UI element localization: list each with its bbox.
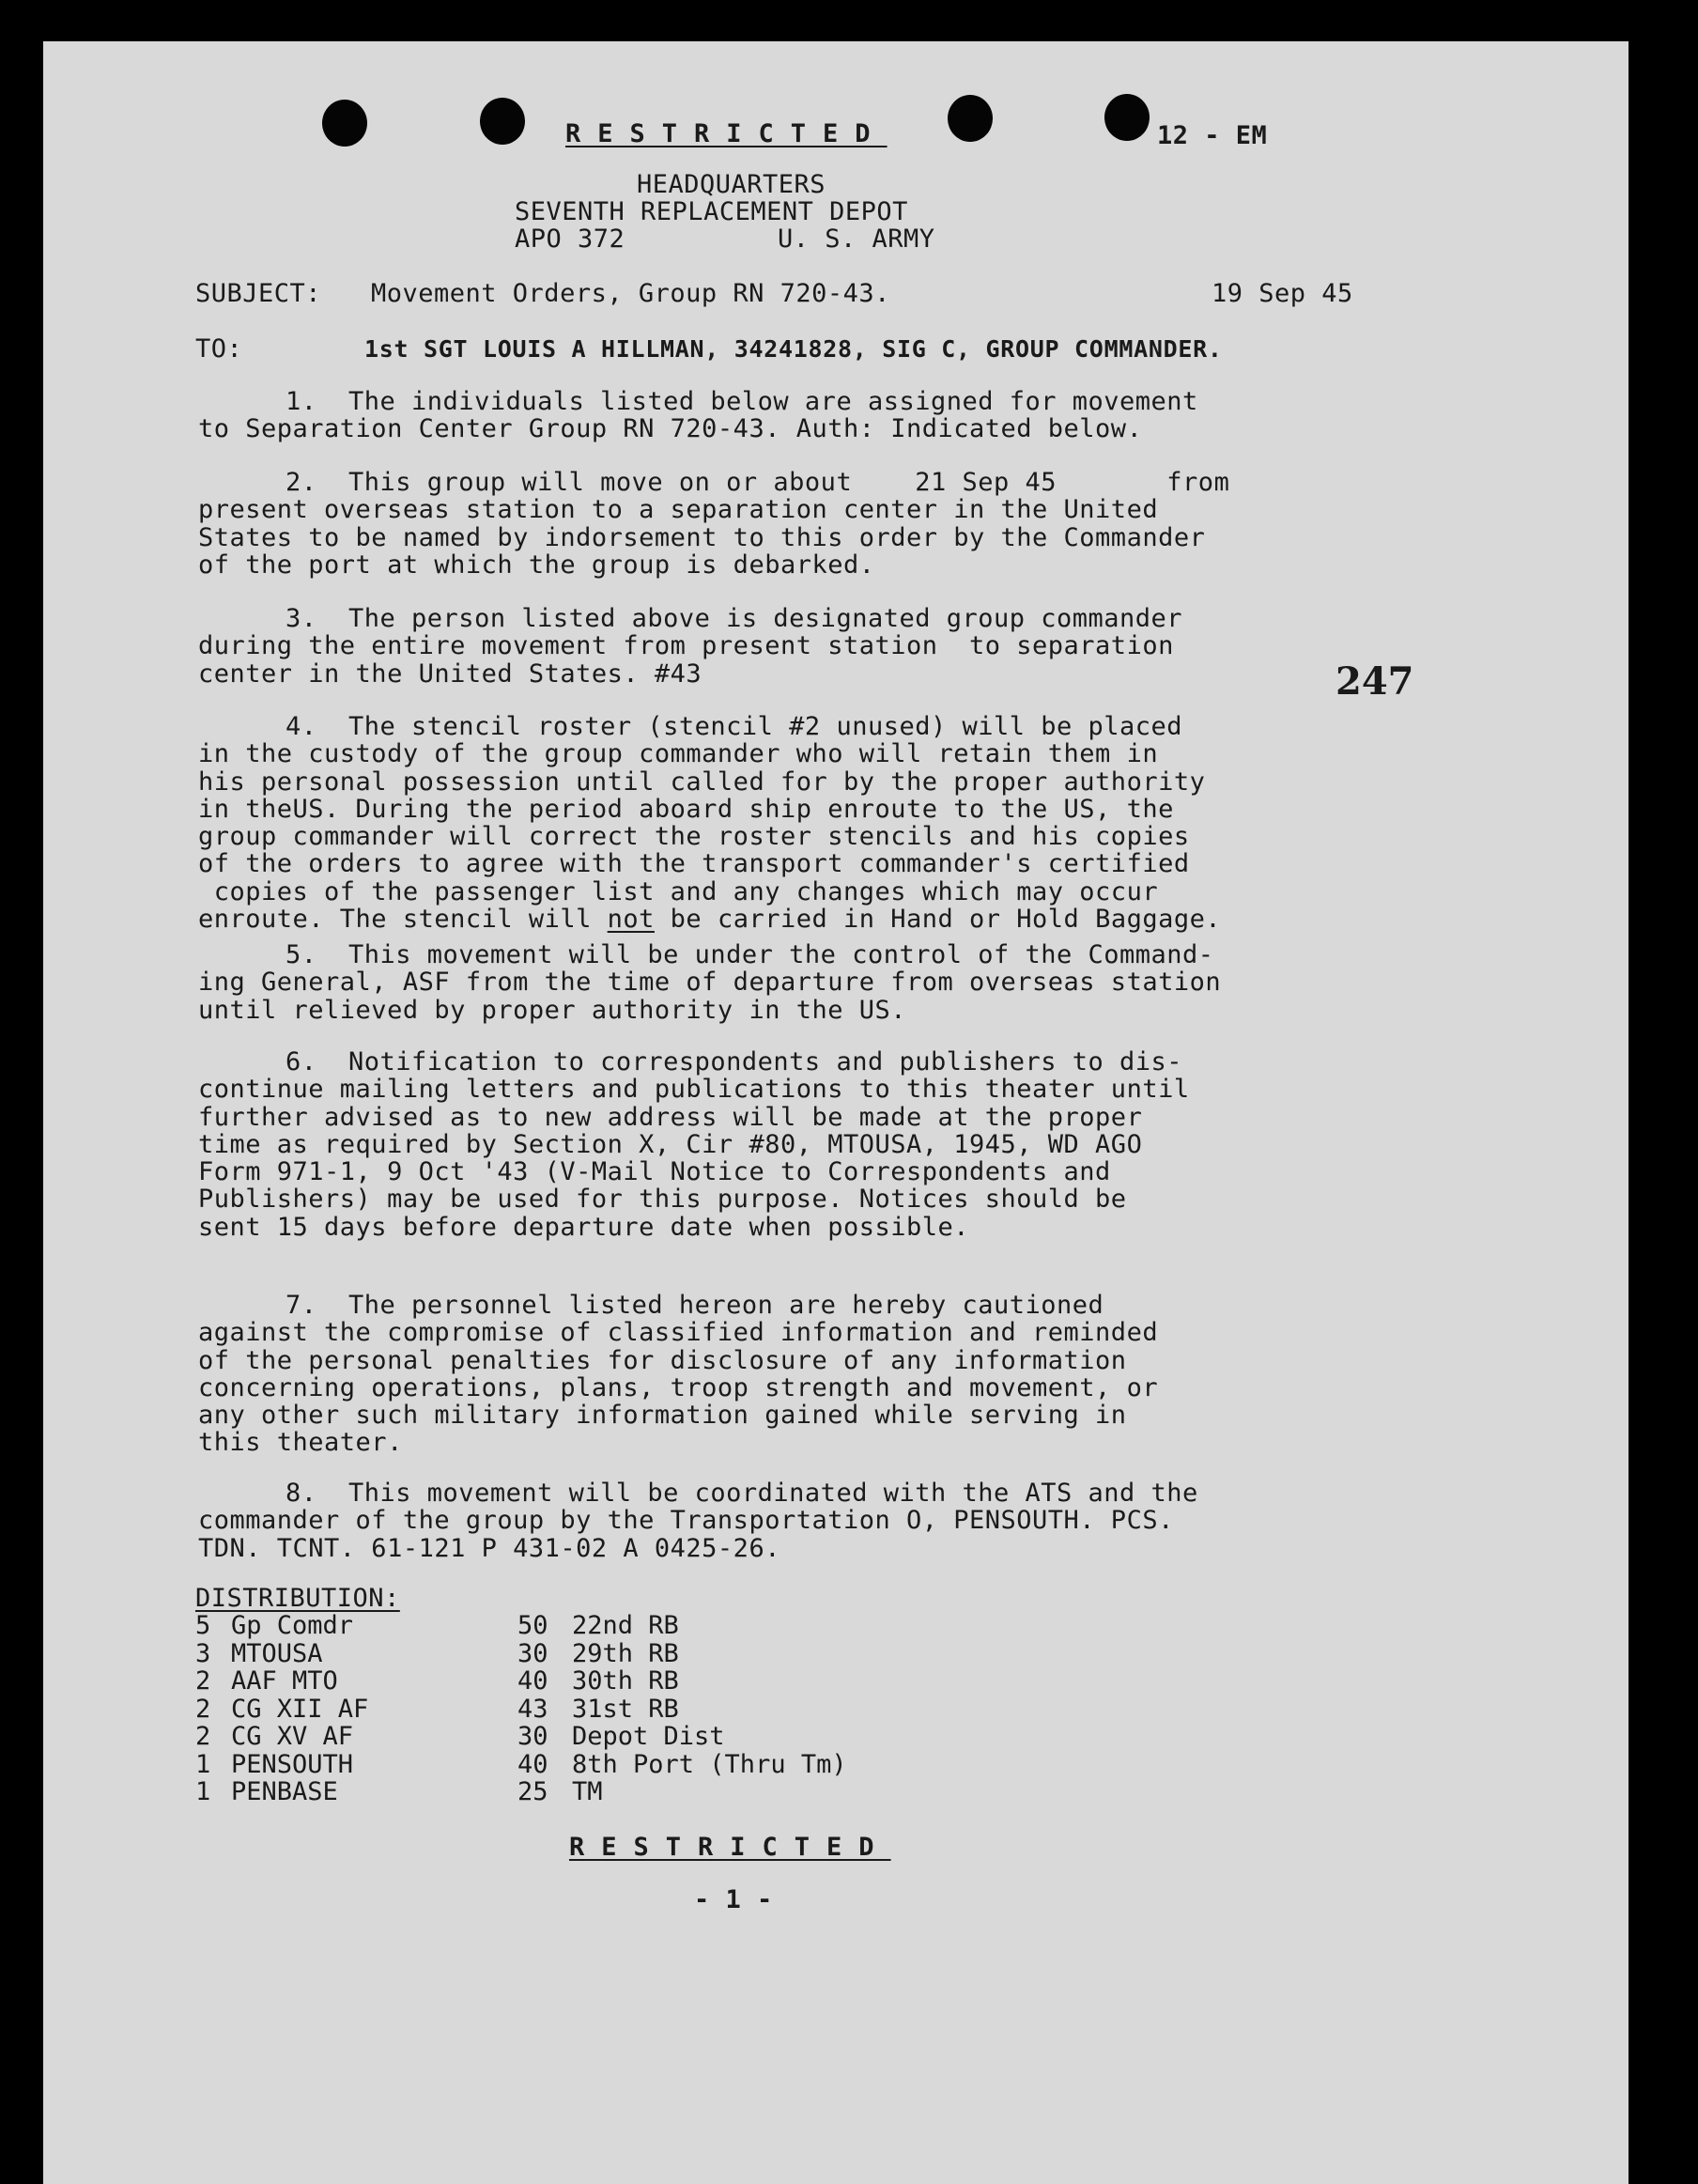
distribution-row — [195, 1723, 368, 1751]
paragraph-line: against the compromise of classified information and reminded — [198, 1318, 1159, 1348]
paragraph-line: 1. The individuals listed below are assigned for movement — [286, 387, 1198, 416]
paragraph-line: of the orders to agree with the transport commander's certified — [198, 849, 1190, 879]
paragraph-line: time as required by Section X, Cir #80, MTOUSA, 1945, WD AGO — [198, 1129, 1143, 1159]
paragraph-line: ing General, ASF from the time of departure from overseas station — [198, 968, 1222, 998]
paragraph-4 — [198, 713, 1419, 933]
paragraph-line: this theater. — [198, 1428, 403, 1458]
distribution-qty: 50 — [517, 1611, 548, 1640]
distribution-recipient: 31st RB — [572, 1694, 679, 1724]
paragraph-2 — [198, 469, 1419, 579]
distribution-qty: 30 — [517, 1722, 548, 1751]
distribution-list-right — [517, 1612, 847, 1806]
distribution-recipient: 8th Port (Thru Tm) — [572, 1749, 847, 1779]
emphasis-not: not — [607, 905, 655, 935]
distribution-recipient: AAF MTO — [231, 1666, 338, 1696]
header-apo: APO 372 — [515, 225, 625, 254]
distribution-label: DISTRIBUTION: — [195, 1584, 400, 1613]
paragraph-6 — [198, 1048, 1419, 1241]
punch-hole — [322, 100, 367, 147]
punch-hole — [948, 95, 993, 142]
paragraph-line: commander of the group by the Transportation O, PENSOUTH. PCS. — [198, 1506, 1174, 1536]
paragraph-line: 6. Notification to correspondents and publishers to dis- — [286, 1047, 1183, 1077]
paragraph-8 — [198, 1479, 1419, 1562]
header-line-1: HEADQUARTERS — [637, 170, 826, 199]
paragraph-line: TDN. TCNT. 61-121 P 431-02 A 0425-26. — [198, 1533, 780, 1563]
to-label: TO: — [195, 334, 243, 364]
distribution-row — [517, 1778, 847, 1806]
subject-text: Movement Orders, Group RN 720-43. — [371, 279, 890, 308]
distribution-row — [517, 1723, 847, 1751]
paragraph-1 — [198, 388, 1419, 443]
distribution-qty: 2 — [195, 1694, 211, 1724]
paragraph-line: during the entire movement from present station to separation — [198, 631, 1174, 661]
paragraph-line: in theUS. During the period aboard ship enroute to the US, the — [198, 794, 1174, 824]
distribution-recipient: Depot Dist — [572, 1722, 725, 1751]
distribution-qty: 43 — [517, 1694, 548, 1724]
distribution-row — [517, 1640, 847, 1668]
punch-hole — [480, 98, 525, 145]
distribution-row — [517, 1667, 847, 1696]
distribution-recipient: 29th RB — [572, 1638, 679, 1668]
classification-top: RESTRICTED — [565, 119, 888, 148]
paragraph-line: 8. This movement will be coordinated with the ATS and the — [286, 1479, 1198, 1508]
distribution-qty: 40 — [517, 1666, 548, 1696]
file-code: 12 - EM — [1157, 121, 1268, 150]
paragraph-line: center in the United States. #43 — [198, 658, 702, 689]
distribution-recipient: PENBASE — [231, 1777, 338, 1806]
distribution-recipient: MTOUSA — [231, 1638, 323, 1668]
paragraph-line: 2. This group will move on or about 21 Sep 45 from — [286, 468, 1230, 497]
paragraph-line: present overseas station to a separation center in the United — [198, 495, 1159, 525]
distribution-row — [195, 1612, 368, 1640]
paragraph-line: 4. The stencil roster (stencil #2 unused) will be placed — [286, 712, 1183, 741]
distribution-qty: 1 — [195, 1777, 211, 1806]
distribution-row — [517, 1696, 847, 1724]
distribution-row — [517, 1751, 847, 1779]
paragraph-7 — [198, 1292, 1419, 1457]
distribution-qty: 40 — [517, 1749, 548, 1779]
distribution-qty: 30 — [517, 1638, 548, 1668]
paragraph-line: group commander will correct the roster stencils and his copies — [198, 822, 1190, 852]
distribution-row — [195, 1778, 368, 1806]
paragraph-line: to Separation Center Group RN 720-43. Auth: Indicated below. — [198, 414, 1143, 444]
distribution-recipient: PENSOUTH — [231, 1749, 354, 1779]
paragraph-line: his personal possession until called for by the proper authority — [198, 767, 1206, 797]
to-addressee: 1st SGT LOUIS A HILLMAN, 34241828, SIG C, GROUP COMMANDER. — [364, 335, 1223, 363]
distribution-row — [195, 1667, 368, 1696]
distribution-recipient: 30th RB — [572, 1666, 679, 1696]
distribution-qty: 5 — [195, 1611, 211, 1640]
distribution-qty: 2 — [195, 1666, 211, 1696]
paragraph-line: of the port at which the group is debarked. — [198, 550, 875, 580]
document-date: 19 Sep 45 — [1212, 279, 1353, 308]
page-number: - 1 - — [694, 1885, 773, 1914]
paragraph-line: 5. This movement will be under the control of the Command- — [286, 940, 1214, 969]
paragraph-line: Form 971-1, 9 Oct '43 (V-Mail Notice to Correspondents and — [198, 1157, 1111, 1187]
distribution-list-left — [195, 1612, 368, 1806]
document-page — [43, 41, 1629, 2184]
paragraph-line: in the custody of the group commander who will retain them in — [198, 739, 1159, 769]
paragraph-line: Publishers) may be used for this purpose. Notices should be — [198, 1185, 1127, 1215]
paragraph-line: concerning operations, plans, troop strength and movement, or — [198, 1372, 1159, 1402]
paragraph-5 — [198, 941, 1419, 1024]
paragraph-line: any other such military information gained while serving in — [198, 1401, 1127, 1431]
margin-number: 247 — [1335, 659, 1414, 704]
distribution-recipient: 22nd RB — [572, 1611, 679, 1640]
distribution-qty: 2 — [195, 1722, 211, 1751]
distribution-row — [195, 1640, 368, 1668]
distribution-row — [195, 1696, 368, 1724]
paragraph-3 — [198, 605, 1419, 688]
distribution-qty: 3 — [195, 1638, 211, 1668]
paragraph-line: further advised as to new address will be made at the proper — [198, 1102, 1143, 1132]
distribution-row — [517, 1612, 847, 1640]
header-line-2: SEVENTH REPLACEMENT DEPOT — [515, 197, 908, 226]
punch-hole — [1104, 94, 1150, 141]
paragraph-line: States to be named by indorsement to this order by the Commander — [198, 522, 1206, 552]
distribution-qty: 1 — [195, 1749, 211, 1779]
distribution-row — [195, 1751, 368, 1779]
paragraph-line: copies of the passenger list and any changes which may occur — [198, 876, 1159, 906]
distribution-qty: 25 — [517, 1777, 548, 1806]
subject-label: SUBJECT: — [195, 279, 322, 308]
paragraph-line: until relieved by proper authority in the US. — [198, 995, 906, 1025]
paragraph-line: enroute. The stencil will not be carried in Hand or Hold Baggage. — [198, 905, 1222, 935]
distribution-recipient: Gp Comdr — [231, 1611, 354, 1640]
distribution-recipient: CG XV AF — [231, 1722, 354, 1751]
paragraph-line: continue mailing letters and publications to this theater until — [198, 1075, 1190, 1105]
distribution-recipient: CG XII AF — [231, 1694, 369, 1724]
header-army: U. S. ARMY — [778, 225, 935, 254]
paragraph-line: sent 15 days before departure date when possible. — [198, 1212, 970, 1242]
classification-bottom: RESTRICTED — [569, 1833, 891, 1862]
paragraph-line: of the personal penalties for disclosure of any information — [198, 1345, 1127, 1375]
distribution-recipient: TM — [572, 1777, 603, 1806]
paragraph-line: 7. The personnel listed hereon are hereby cautioned — [286, 1291, 1104, 1320]
paragraph-line: 3. The person listed above is designated group commander — [286, 604, 1183, 633]
